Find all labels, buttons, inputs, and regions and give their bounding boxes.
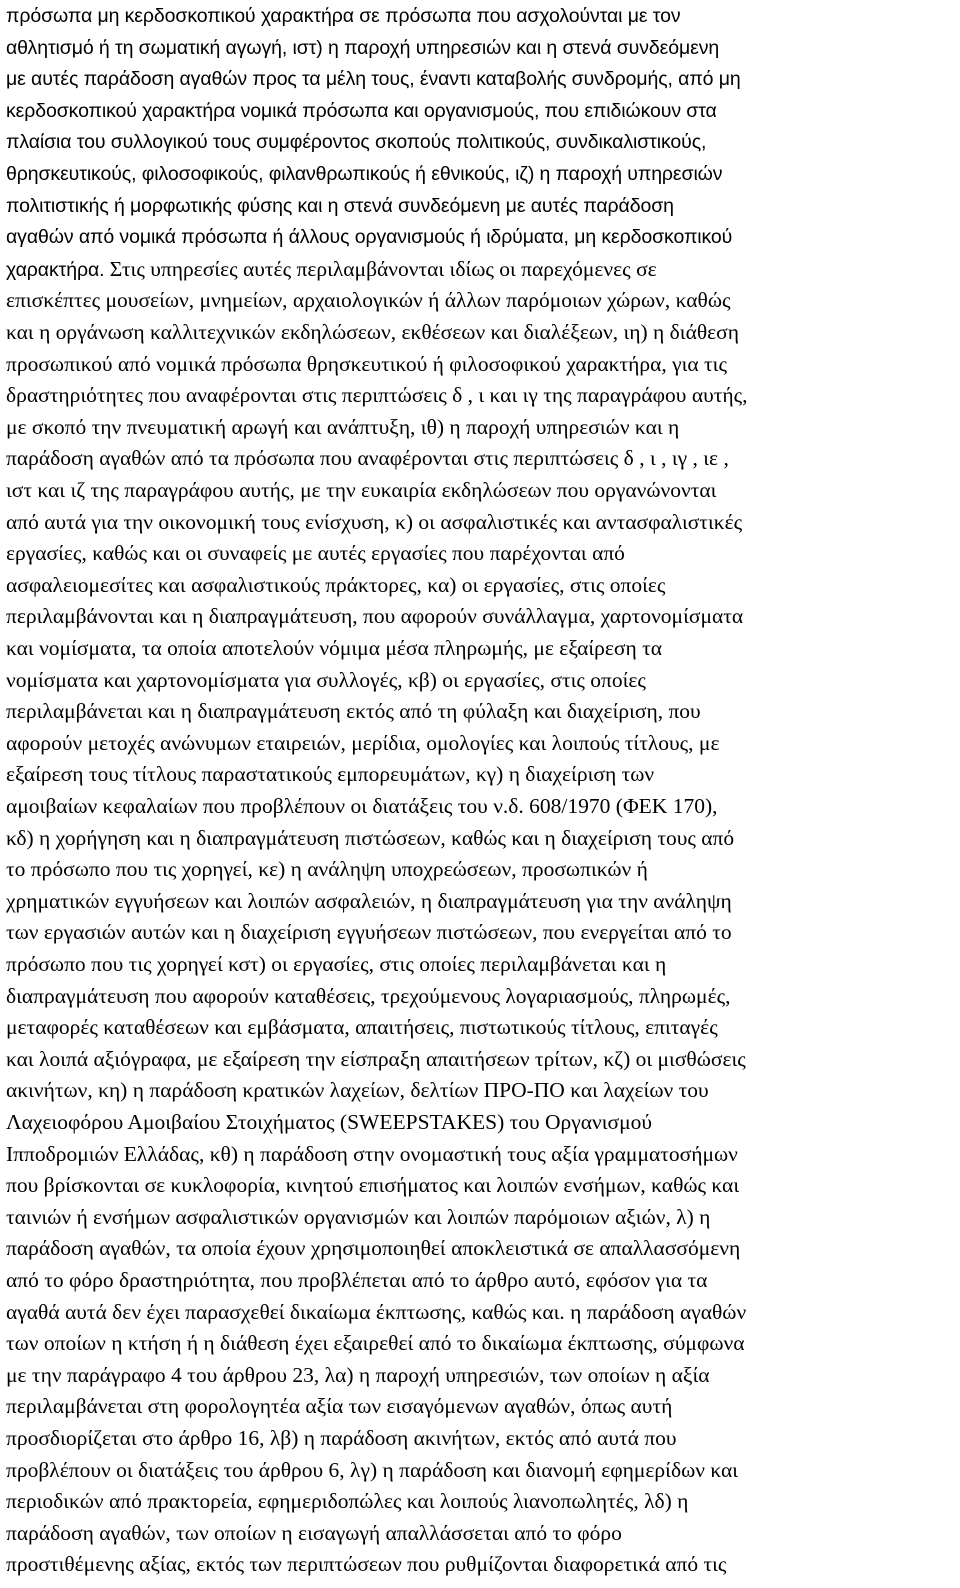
text-segment: πολιτιστικής ή μορφωτικής φύσης και η στενά συνδεόμενη με αυτές παράδοση (6, 194, 674, 217)
text-segment: των οποίων η κτήση ή η διάθεση έχει εξαιρεθεί από το δικαίωμα έκπτωσης, σύμφωνα (6, 1331, 745, 1356)
text-line (6, 916, 956, 948)
text-segment: αθλητισμό ή τη σωματική αγωγή, ιστ) η παροχή υπηρεσιών και η στενά συνδεόμενη (6, 36, 720, 59)
text-segment: ιστ και ιζ της παραγράφου αυτής, με την ευκαιρία εκδηλώσεων που οργανώνονται (6, 478, 717, 502)
text-line (6, 0, 956, 32)
text-segment: και λοιπά αξιόγραφα, με εξαίρεση την είσπραξη απαιτήσεων τρίτων, κζ) οι μισθώσεις (6, 1046, 746, 1071)
text-segment: επισκέπτες μουσείων, μνημείων, αρχαιολογικών ή άλλων παρόμοιων χώρων, καθώς (6, 288, 731, 313)
text-line (6, 885, 956, 917)
text-line (6, 1327, 956, 1359)
text-line (6, 1485, 956, 1517)
text-line (6, 980, 956, 1012)
text-segment: παράδοση αγαθών, των οποίων η εισαγωγή απαλλάσσεται από το φόρο (6, 1520, 622, 1545)
text-segment: αμοιβαίων κεφαλαίων που προβλέπουν οι διατάξεις του ν.δ. 608/1970 (ΦΕΚ 170), (6, 794, 718, 818)
text-segment: από αυτά για την οικονομική τους ενίσχυση, κ) οι ασφαλιστικές και αντασφαλιστικές (6, 509, 743, 534)
text-line (6, 1106, 956, 1138)
text-line (6, 632, 956, 664)
text-segment: μεταφορές καταθέσεων και εμβάσματα, απαιτήσεις, πιστωτικούς τίτλους, επιταγές (6, 1015, 718, 1040)
text-segment: Ιπποδρομιών Ελλάδας, κθ) η παράδοση στην ονομαστική τους αξία γραμματοσήμων (6, 1141, 738, 1166)
text-line (6, 1011, 956, 1043)
text-segment: με την παράγραφο 4 του άρθρου 23, λα) η παροχή υπηρεσιών, των οποίων η αξία (6, 1362, 710, 1387)
text-line (6, 32, 956, 64)
text-line (6, 537, 956, 569)
text-line (6, 1232, 956, 1264)
text-line (6, 190, 956, 222)
text-line (6, 95, 956, 127)
text-line (6, 1359, 956, 1391)
text-segment: διαπραγμάτευση που αφορούν καταθέσεις, τρεχούμενους λογαριασμούς, πληρωμές, (6, 983, 731, 1008)
text-segment: με αυτές παράδοση αγαθών προς τα μέλη τους, έναντι καταβολής συνδρομής, από μη (6, 68, 741, 91)
text-segment: περιλαμβάνεται στη φορολογητέα αξία των εισαγόμενων αγαθών, όπως αυτή (6, 1394, 673, 1419)
text-segment: αγαθά αυτά δεν έχει παρασχεθεί δικαίωμα έκπτωσης, καθώς και. η παράδοση αγαθών (6, 1299, 747, 1324)
text-line (6, 664, 956, 696)
text-line (6, 1390, 956, 1422)
text-segment: ταινιών ή ενσήμων ασφαλιστικών οργανισμών και λοιπών παρόμοιων αξιών, λ) η (6, 1204, 711, 1229)
text-segment: το πρόσωπο που τις χορηγεί, κε) η ανάληψη υποχρεώσεων, προσωπικών ή (6, 857, 648, 882)
text-line (6, 600, 956, 632)
text-line (6, 474, 956, 506)
text-segment: χρηματικών εγγυήσεων και λοιπών ασφαλειών, η διαπραγμάτευση για την ανάληψη (6, 888, 732, 913)
text-segment: κερδοσκοπικού χαρακτήρα νομικά πρόσωπα και οργανισμούς, που επιδιώκουν στα (6, 99, 717, 122)
text-segment: νομίσματα και χαρτονομίσματα για συλλογές, κβ) οι εργασίες, στις οποίες (6, 667, 646, 692)
text-segment: δραστηριότητες που αναφέρονται στις περιπτώσεις δ , ι και ιγ της παραγράφου αυτής, (6, 383, 748, 408)
text-segment: προσδιορίζεται στο άρθρο 16, λβ) η παράδοση ακινήτων, εκτός από αυτά που (6, 1426, 677, 1450)
text-line (6, 1043, 956, 1075)
text-line (6, 695, 956, 727)
text-segment: κδ) η χορήγηση και η διαπραγμάτευση πιστώσεων, καθώς και η διαχείριση τους από (6, 825, 735, 850)
text-line (6, 442, 956, 474)
text-line (6, 284, 956, 316)
text-line (6, 822, 956, 854)
text-line (6, 758, 956, 790)
text-segment: αφορούν μετοχές ανώνυμων εταιρειών, μερίδια, ομολογίες και λοιπούς τίτλους, με (6, 730, 720, 755)
text-line (6, 63, 956, 95)
text-line (6, 1422, 956, 1454)
text-segment: με σκοπό την πνευματική αρωγή και ανάπτυξη, ιθ) η παροχή υπηρεσιών και η (6, 414, 680, 439)
text-segment: και η οργάνωση καλλιτεχνικών εκδηλώσεων, εκθέσεων και διαλέξεων, ιη) η διάθεση (6, 320, 739, 344)
text-line (6, 221, 956, 253)
text-line (6, 1169, 956, 1201)
text-segment: παράδοση αγαθών από τα πρόσωπα που αναφέρονται στις περιπτώσεις δ , ι , ιγ , ιε , (6, 446, 729, 471)
text-line (6, 1548, 956, 1580)
text-line (6, 1264, 956, 1296)
text-line (6, 948, 956, 980)
text-segment: προσωπικού από νομικά πρόσωπα θρησκευτικού ή φιλοσοφικού χαρακτήρα, για τις (6, 351, 727, 376)
text-segment: των εργασιών αυτών και η διαχείριση εγγυήσεων πιστώσεων, που ενεργείται από το (6, 920, 732, 945)
text-segment: πρόσωπο που τις χορηγεί κστ) οι εργασίες, στις οποίες περιλαμβάνεται και η (6, 952, 667, 976)
text-line (6, 126, 956, 158)
text-line (6, 727, 956, 759)
text-line (6, 1201, 956, 1233)
text-segment: πρόσωπα μη κερδοσκοπικού χαρακτήρα σε πρόσωπα που ασχολούνται με τον (6, 5, 681, 27)
text-segment: από το φόρο δραστηριότητα, που προβλέπεται από το άρθρο αυτό, εφόσον για τα (6, 1268, 708, 1292)
text-line (6, 506, 956, 538)
text-segment: θρησκευτικούς, φιλοσοφικούς, φιλανθρωπικούς ή εθνικούς, ιζ) η παροχή υπηρεσιών (6, 163, 723, 185)
text-line (6, 1454, 956, 1486)
text-segment: και νομίσματα, τα οποία αποτελούν νόμιμα μέσα πληρωμής, με εξαίρεση τα (6, 636, 663, 660)
text-line (6, 411, 956, 443)
text-segment: προβλέπουν οι διατάξεις του άρθρου 6, λγ) η παράδοση και διανομή εφημερίδων και (6, 1457, 739, 1482)
text-segment: Λαχειοφόρου Αμοιβαίου Στοιχήματος (SWEEPSTAKES) του Οργανισμού (6, 1110, 653, 1134)
text-line (6, 853, 956, 885)
text-line (6, 379, 956, 411)
text-segment: προστιθέμενης αξίας, εκτός των περιπτώσεων που ρυθμίζονται διαφορετικά από τις (6, 1552, 727, 1577)
text-line (6, 158, 956, 190)
text-segment: περιλαμβάνονται και η διαπραγμάτευση, που αφορούν συνάλλαγμα, χαρτονομίσματα (6, 604, 744, 629)
text-segment: περιοδικών από πρακτορεία, εφημεριδοπώλες και λοιπούς λιανοπωλητές, λδ) η (6, 1489, 689, 1514)
text-line (6, 569, 956, 601)
text-segment: χαρακτήρα. (6, 258, 110, 281)
text-segment: εξαίρεση τους τίτλους παραστατικούς εμπορευμάτων, κγ) η διαχείριση των (6, 762, 655, 787)
text-line (6, 253, 956, 285)
text-line (6, 1074, 956, 1106)
text-segment: εργασίες, καθώς και οι συναφείς με αυτές εργασίες που παρέχονται από (6, 541, 625, 566)
text-line (6, 1296, 956, 1328)
text-segment: πλαίσια του συλλογικού τους συμφέροντος σκοπούς πολιτικούς, συνδικαλιστικούς, (6, 131, 707, 154)
text-segment: περιλαμβάνεται και η διαπραγμάτευση εκτός από τη φύλαξη και διαχείριση, που (6, 699, 701, 724)
text-segment: που βρίσκονται σε κυκλοφορία, κινητού επισήματος και λοιπών ενσήμων, καθώς και (6, 1173, 740, 1198)
text-line (6, 1138, 956, 1170)
text-line (6, 790, 956, 822)
text-segment: Στις υπηρεσίες αυτές περιλαμβάνονται ιδίως οι παρεχόμενες σε (109, 256, 657, 281)
text-line (6, 348, 956, 380)
text-segment: ασφαλειομεσίτες και ασφαλιστικούς πράκτορες, κα) οι εργασίες, στις οποίες (6, 572, 666, 597)
text-segment: ακινήτων, κη) η παράδοση κρατικών λαχείων, δελτίων ΠΡΟ-ΠΟ και λαχείων του (6, 1078, 709, 1103)
text-segment: αγαθών από νομικά πρόσωπα ή άλλους οργανισμούς ή ιδρύματα, μη κερδοσκοπικού (6, 226, 733, 249)
text-line (6, 1517, 956, 1549)
text-segment: παράδοση αγαθών, τα οποία έχουν χρησιμοποιηθεί αποκλειστικά σε απαλλασσόμενη (6, 1236, 741, 1261)
text-line (6, 316, 956, 348)
